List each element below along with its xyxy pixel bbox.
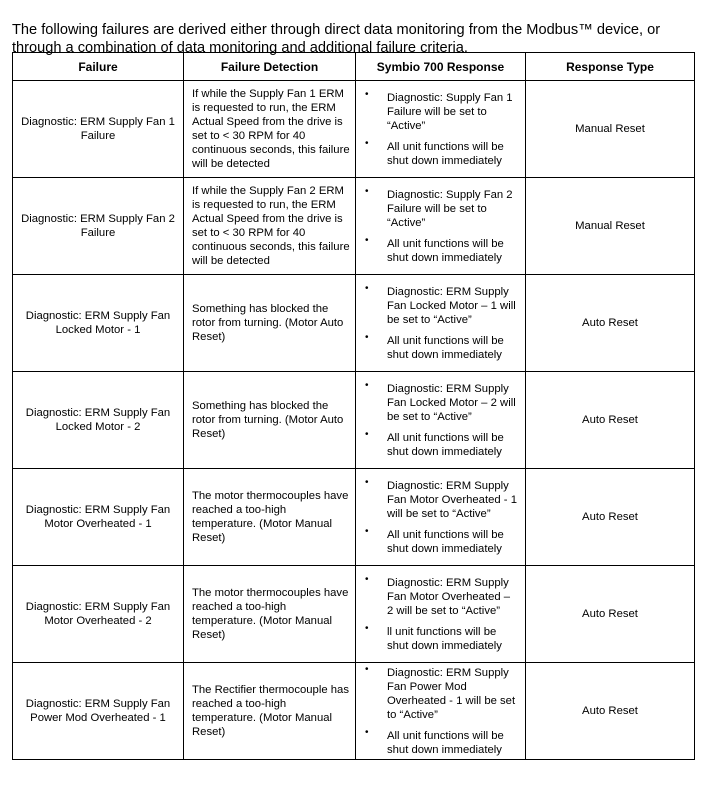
failure-cell: Diagnostic: ERM Supply Fan 1 Failure (13, 81, 184, 178)
response-type-cell: Manual Reset (526, 81, 695, 178)
header-failure: Failure (13, 53, 184, 81)
response-type-cell: Auto Reset (526, 372, 695, 469)
detection-cell: Something has blocked the rotor from turning. (Motor Auto Reset) (184, 372, 356, 469)
failure-table (12, 52, 695, 760)
failure-cell: Diagnostic: ERM Supply Fan Power Mod Overheated - 1 (13, 663, 184, 760)
failure-cell: Diagnostic: ERM Supply Fan Locked Motor - 2 (13, 372, 184, 469)
response-bullet: • All unit functions will be shut down immediately (356, 528, 519, 556)
response-cell (356, 178, 526, 275)
response-cell (356, 469, 526, 566)
detection-cell: Something has blocked the rotor from turning. (Motor Auto Reset) (184, 275, 356, 372)
response-cell (356, 275, 526, 372)
detection-cell: The motor thermocouples have reached a too-high temperature. (Motor Manual Reset) (184, 469, 356, 566)
response-type-cell: Auto Reset (526, 469, 695, 566)
table-row (13, 663, 695, 760)
response-bullet: • All unit functions will be shut down immediately (356, 237, 519, 265)
table-row (13, 81, 695, 178)
table-header-row (13, 53, 695, 81)
table-row (13, 372, 695, 469)
response-type-cell: Auto Reset (526, 275, 695, 372)
response-bullet: • Diagnostic: Supply Fan 1 Failure will be set to “Active” (356, 91, 519, 133)
response-bullet: • Diagnostic: Supply Fan 2 Failure will be set to “Active” (356, 188, 519, 230)
response-type-cell: Auto Reset (526, 663, 695, 760)
failure-cell: Diagnostic: ERM Supply Fan 2 Failure (13, 178, 184, 275)
response-bullet: • Diagnostic: ERM Supply Fan Motor Overheated – 2 will be set to “Active” (356, 576, 519, 618)
failure-cell: Diagnostic: ERM Supply Fan Motor Overheated - 2 (13, 566, 184, 663)
table-row (13, 469, 695, 566)
response-bullet: • All unit functions will be shut down immediately (356, 431, 519, 459)
response-cell (356, 566, 526, 663)
failure-cell: Diagnostic: ERM Supply Fan Motor Overheated - 1 (13, 469, 184, 566)
header-response-type: Response Type (526, 53, 695, 81)
response-bullet: • Diagnostic: ERM Supply Fan Locked Motor – 1 will be set to “Active” (356, 285, 519, 327)
response-cell (356, 663, 526, 760)
response-bullet: • Diagnostic: ERM Supply Fan Power Mod Overheated - 1 will be set to “Active” (356, 666, 519, 722)
table-row (13, 275, 695, 372)
detection-cell: If while the Supply Fan 1 ERM is requested to run, the ERM Actual Speed from the drive is set to < 30 RPM for 40 continuous seconds, this failure will be detected (184, 81, 356, 178)
failure-cell: Diagnostic: ERM Supply Fan Locked Motor - 1 (13, 275, 184, 372)
response-bullet: • Diagnostic: ERM Supply Fan Motor Overheated - 1 will be set to “Active” (356, 479, 519, 521)
header-failure-detection: Failure Detection (184, 53, 356, 81)
table-row (13, 566, 695, 663)
detection-cell: If while the Supply Fan 2 ERM is requested to run, the ERM Actual Speed from the drive is set to < 30 RPM for 40 continuous seconds, this failure will be detected (184, 178, 356, 275)
response-type-cell: Manual Reset (526, 178, 695, 275)
response-bullet: • All unit functions will be shut down immediately (356, 334, 519, 362)
intro-paragraph: The following failures are derived either through direct data monitoring from the Modbus™ device, or through a combination of data monitoring and additional failure criteria. (12, 21, 661, 56)
response-bullet: • ll unit functions will be shut down immediately (356, 625, 519, 653)
response-cell (356, 81, 526, 178)
response-type-cell: Auto Reset (526, 566, 695, 663)
detection-cell: The motor thermocouples have reached a too-high temperature. (Motor Manual Reset) (184, 566, 356, 663)
header-response: Symbio 700 Response (356, 53, 526, 81)
response-bullet: • All unit functions will be shut down immediately (356, 140, 519, 168)
response-bullet: • Diagnostic: ERM Supply Fan Locked Motor – 2 will be set to “Active” (356, 382, 519, 424)
response-cell (356, 372, 526, 469)
detection-cell: The Rectifier thermocouple has reached a too-high temperature. (Motor Manual Reset) (184, 663, 356, 760)
response-bullet: • All unit functions will be shut down immediately (356, 729, 519, 757)
table-row (13, 178, 695, 275)
